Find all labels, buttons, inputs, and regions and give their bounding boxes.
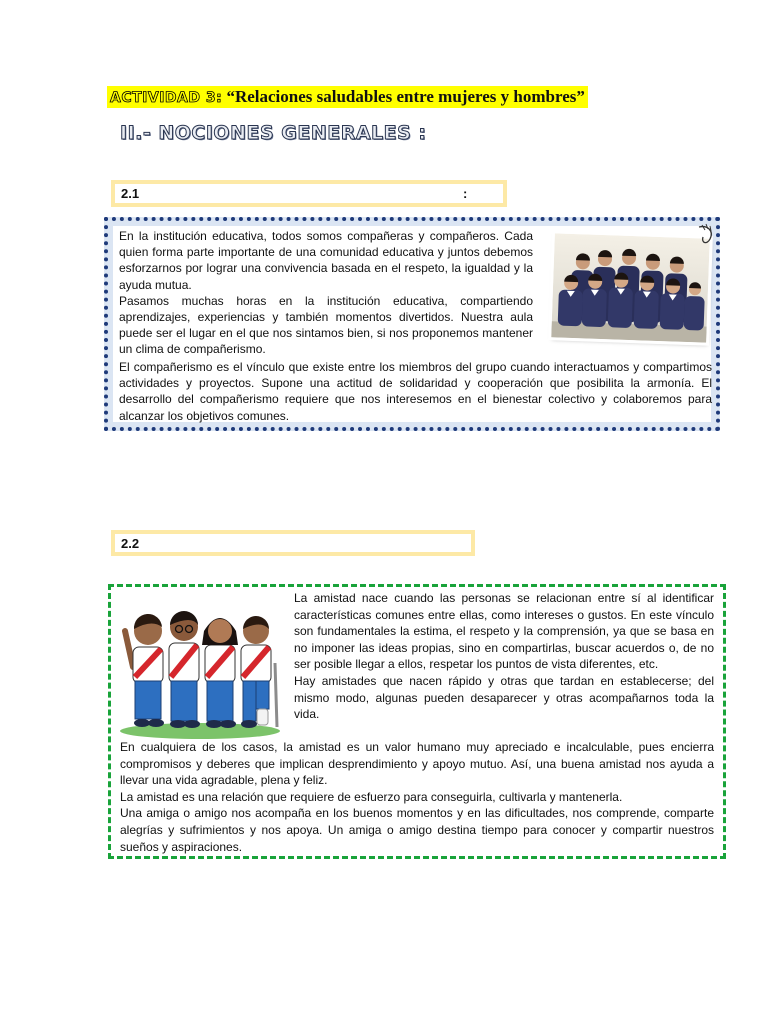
section-2-1-text-full — [119, 359, 712, 424]
section-2-2-header — [111, 530, 475, 556]
section-2-1-inner — [113, 226, 711, 422]
page-curl-icon — [696, 223, 718, 249]
paragraph: Pasamos muchas horas en la institución educativa, compartiendo aprendizajes, experiencias y también momentos divertidos. Nuestra aula puede ser el lugar en el que nos sintamos bien, si nos proponemos mantener un clima de compañerismo. — [119, 293, 533, 357]
section-2-1-box — [104, 217, 720, 431]
section-2-1-colon: : — [463, 186, 468, 201]
paragraph: En la institución educativa, todos somos compañeras y compañeros. Cada quien forma parte importante de una comunidad educativa y juntos debemos esforzarnos por lograr una convivencia basada en el respeto, la igualdad y la ayuda mutua. — [119, 229, 533, 292]
paragraph: El compañerismo es el vínculo que existe entre los miembros del grupo cuando interactuamos y compartimos actividades y proyectos. Supone una actitud de solidaridad y cooperación que posibilita la armonía. El desarrollo del compañerismo requiere que nos interesemos en el bienestar colectivo y colaboremos para alcanzar los objetivos comunes. — [119, 360, 712, 423]
paragraph: La amistad nace cuando las personas se relacionan entre sí al identificar características comunes entre ellas, como intereses o gustos. En este vínculo son fundamentales la estima, el respeto y la comprensión, ya que se basa en no imponer las ideas propias, sino en compartirlas, buscar acuerdos o, de no ser posible llegar a ellos, respetar los puntos de vista diferentes, etc. — [294, 591, 714, 672]
paragraph: Hay amistades que nacen rápido y otras que tardan en establecerse; del mismo modo, algunas pueden desaparecer y otras acompañarnos toda la vida. — [294, 673, 714, 722]
paragraph: Una amiga o amigo nos acompaña en los buenos momentos y en las dificultades, nos comprende, comparte alegrías y sufrimientos y nos apoya. Un amiga o amigo destina tiempo para conocer y compartir nuestros sueños y aspiraciones. — [120, 806, 714, 854]
paragraph: La amistad es una relación que requiere de esfuerzo para conseguirla, cultivarla y mantenerla. — [120, 789, 623, 804]
section-2-1-header — [111, 180, 507, 207]
activity-title-text: “Relaciones saludables entre mujeres y hombres” — [226, 87, 585, 106]
student-group-photo — [551, 233, 710, 342]
paragraph: En cualquiera de los casos, la amistad es un valor humano muy apreciado e incalculable, pues encierra compromisos y deberes que implican desprendimiento y apoyo mutuo. Así, una buena amistad nos ayuda a llevar una vida agradable, plena y feliz. — [120, 740, 714, 788]
section-2-2-number: 2.2 — [121, 536, 140, 551]
section-2-2-text-full — [120, 739, 714, 855]
section-heading: II.- NOCIONES GENERALES : — [120, 122, 427, 144]
section-2-2-text-beside-image — [294, 590, 714, 723]
section-2-2-box — [108, 584, 726, 859]
activity-label: ACTIVIDAD 3: — [110, 90, 223, 106]
section-2-1-number: 2.1 — [121, 186, 140, 201]
four-friends-illustration — [115, 591, 285, 741]
activity-title — [107, 86, 588, 108]
section-2-1-text-beside-photo — [119, 228, 533, 358]
